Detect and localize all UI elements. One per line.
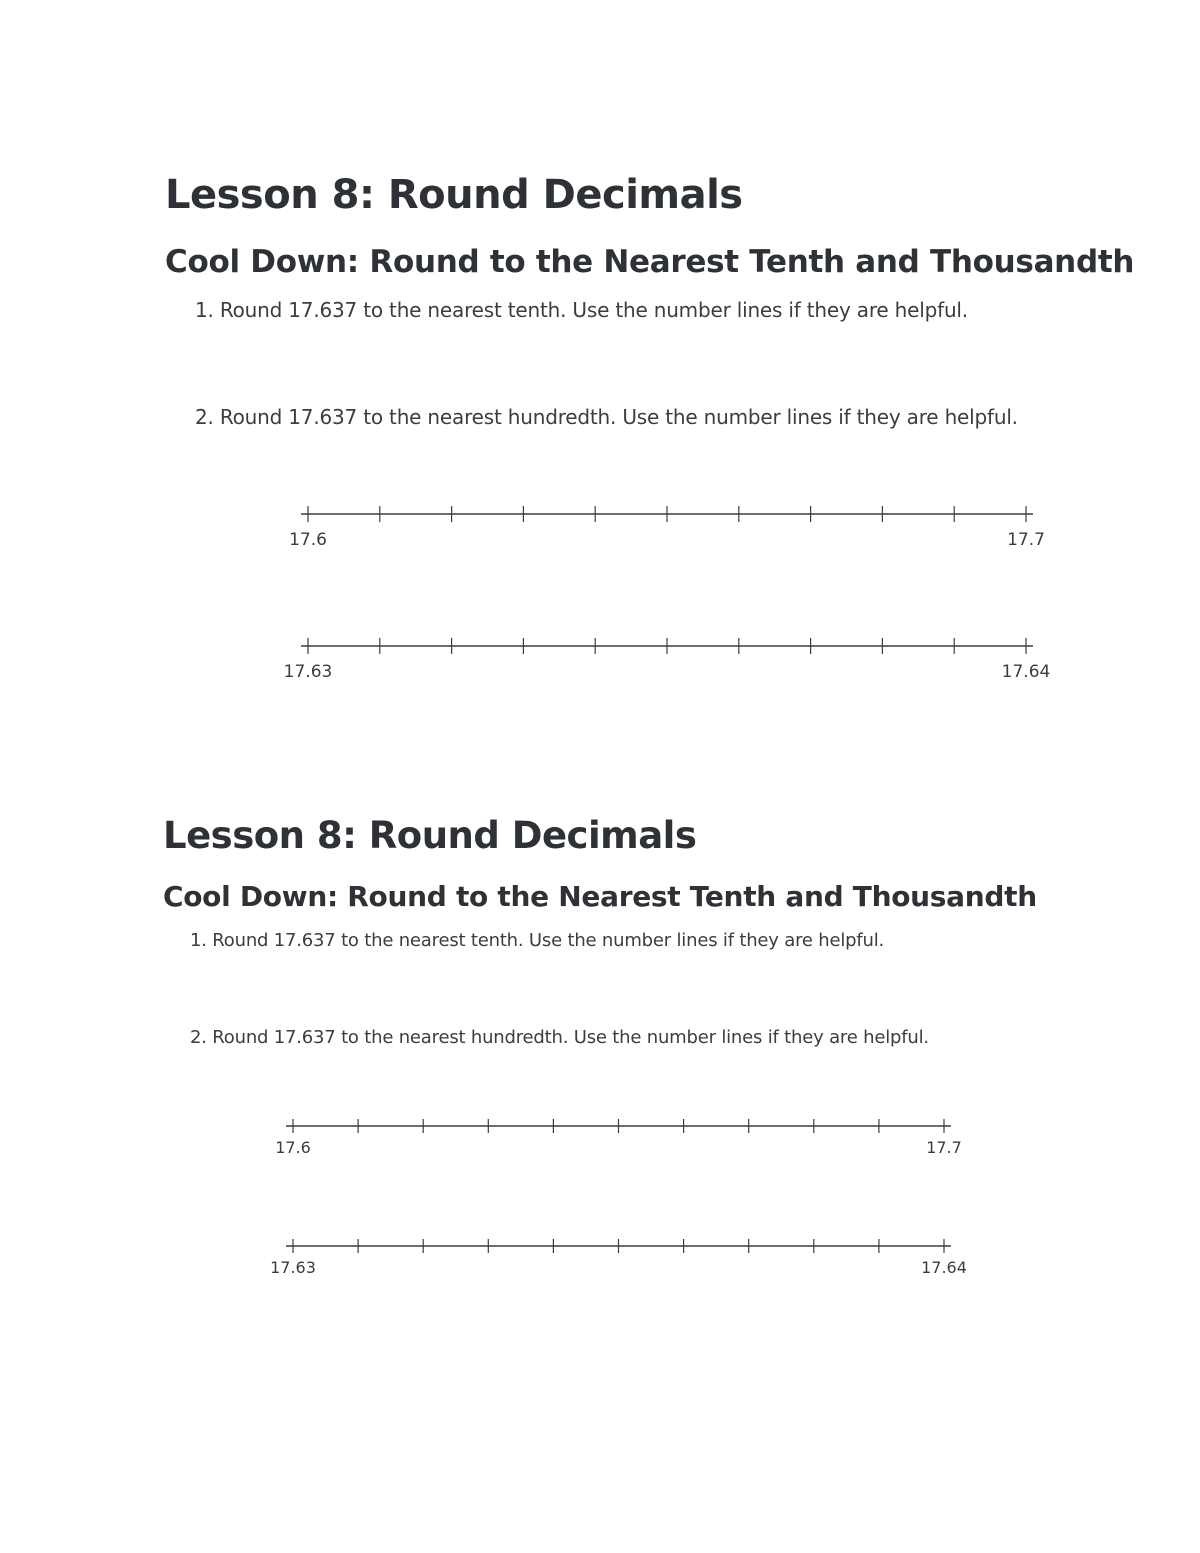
end-label: 17.7 <box>926 1138 962 1157</box>
question-1: 1. Round 17.637 to the nearest tenth. Use the number lines if they are helpful. <box>195 298 968 322</box>
cooldown-subtitle: Cool Down: Round to the Nearest Tenth and Thousandth <box>165 244 1135 280</box>
cooldown-subtitle: Cool Down: Round to the Nearest Tenth and Thousandth <box>163 880 1037 913</box>
start-label: 17.63 <box>283 662 333 682</box>
lesson-title: Lesson 8: Round Decimals <box>165 172 743 218</box>
end-label: 17.64 <box>921 1258 967 1277</box>
start-label: 17.63 <box>270 1258 316 1277</box>
lesson-title: Lesson 8: Round Decimals <box>163 814 697 857</box>
start-label: 17.6 <box>289 530 327 550</box>
question-1: 1. Round 17.637 to the nearest tenth. Use the number lines if they are helpful. <box>190 930 885 951</box>
question-2: 2. Round 17.637 to the nearest hundredth. Use the number lines if they are helpful. <box>195 405 1018 429</box>
question-2: 2. Round 17.637 to the nearest hundredth. Use the number lines if they are helpful. <box>190 1027 929 1048</box>
end-label: 17.64 <box>1001 662 1051 682</box>
end-label: 17.7 <box>1007 530 1045 550</box>
start-label: 17.6 <box>275 1138 311 1157</box>
